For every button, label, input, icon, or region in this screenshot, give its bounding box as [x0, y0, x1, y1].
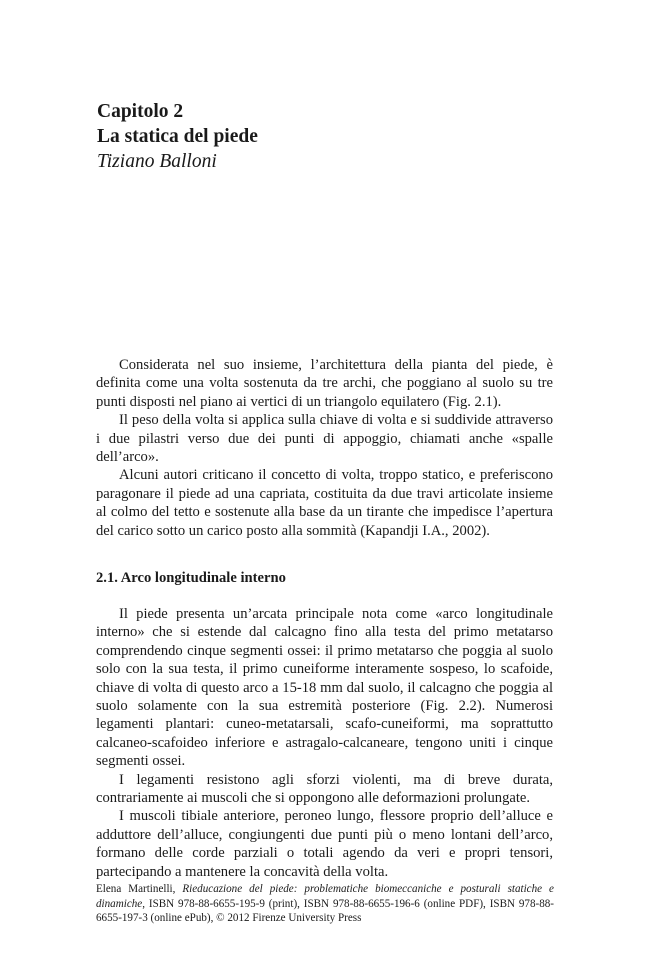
paragraph: Considerata nel suo insieme, l’architettura della pianta del piede, è definita come una volta sostenuta da tre archi, che poggiano al suolo su tre punti disposti nel piano ai vertici di un triangolo equilatero (Fig. 2.1).: [96, 357, 553, 410]
chapter-author: Tiziano Balloni: [97, 151, 217, 172]
footnote-publication-info: , ISBN 978-88-6655-195-9 (print), ISBN 978-88-6655-196-6 (online PDF), ISBN 978-88-6655-197-3 (online ePub), © 2012 Firenze University Press: [96, 897, 554, 925]
intro-text: [96, 356, 553, 540]
chapter-number: Capitolo 2: [97, 101, 184, 122]
section-heading: 2.1. Arco longitudinale interno: [96, 570, 286, 586]
section-text: [96, 605, 553, 881]
paragraph: I legamenti resistono agli sforzi violenti, ma di breve durata, contrariamente ai muscoli che si oppongono alle deformazioni prolungate.: [96, 771, 553, 807]
footnote-book-title: Rieducazione del piede: problematiche biomeccaniche e posturali statiche e dinamiche: [96, 883, 554, 910]
chapter-title: La statica del piede: [97, 126, 258, 147]
paragraph: I muscoli tibiale anteriore, peroneo lungo, flessore proprio dell’alluce e adduttore dell’alluce, congiungenti due punti più o meno lontani dell’arco, formano delle corde parziali o totali agendo da veri e propri tensori, partecipando a mantenere la concavità della volta.: [96, 808, 553, 880]
paragraph: Alcuni autori criticano il concetto di volta, troppo statico, e preferiscono paragonare il piede ad una capriata, costituita da due travi articolate insieme al colmo del tetto e sostenute alla base da un tirante che impedisce l’apertura del carico sotto un carico posto alla sommità (Kapandji I.A., 2002).: [96, 467, 553, 539]
chapter-heading: [97, 99, 557, 174]
publication-footnote: [96, 882, 554, 926]
footnote-author: Elena Martinelli,: [96, 883, 183, 895]
paragraph: Il piede presenta un’arcata principale nota come «arco longitudinale interno» che si estende dal calcagno fino alla testa del primo metatarso comprendendo cinque segmenti ossei: il primo metatarso che poggia al suolo solo con la sua testa, il primo cuneiforme interamente sospeso, lo scafoide, chiave di volta di questo arco a 15-18 mm dal suolo, il calcagno che poggia al suolo solamente con la sua estremità posteriore (Fig. 2.2). Numerosi legamenti plantari: cuneo-metatarsali, scafo-cuneiformi, ma soprattutto calcaneo-scafoideo inferiore e astragalo-calcaneare, tengono uniti i cinque segmenti ossei.: [96, 606, 553, 770]
paragraph: Il peso della volta si applica sulla chiave di volta e si suddivide attraverso i due pilastri verso due dei punti di appoggio, chiamati anche «spalle dell’arco».: [96, 412, 553, 466]
